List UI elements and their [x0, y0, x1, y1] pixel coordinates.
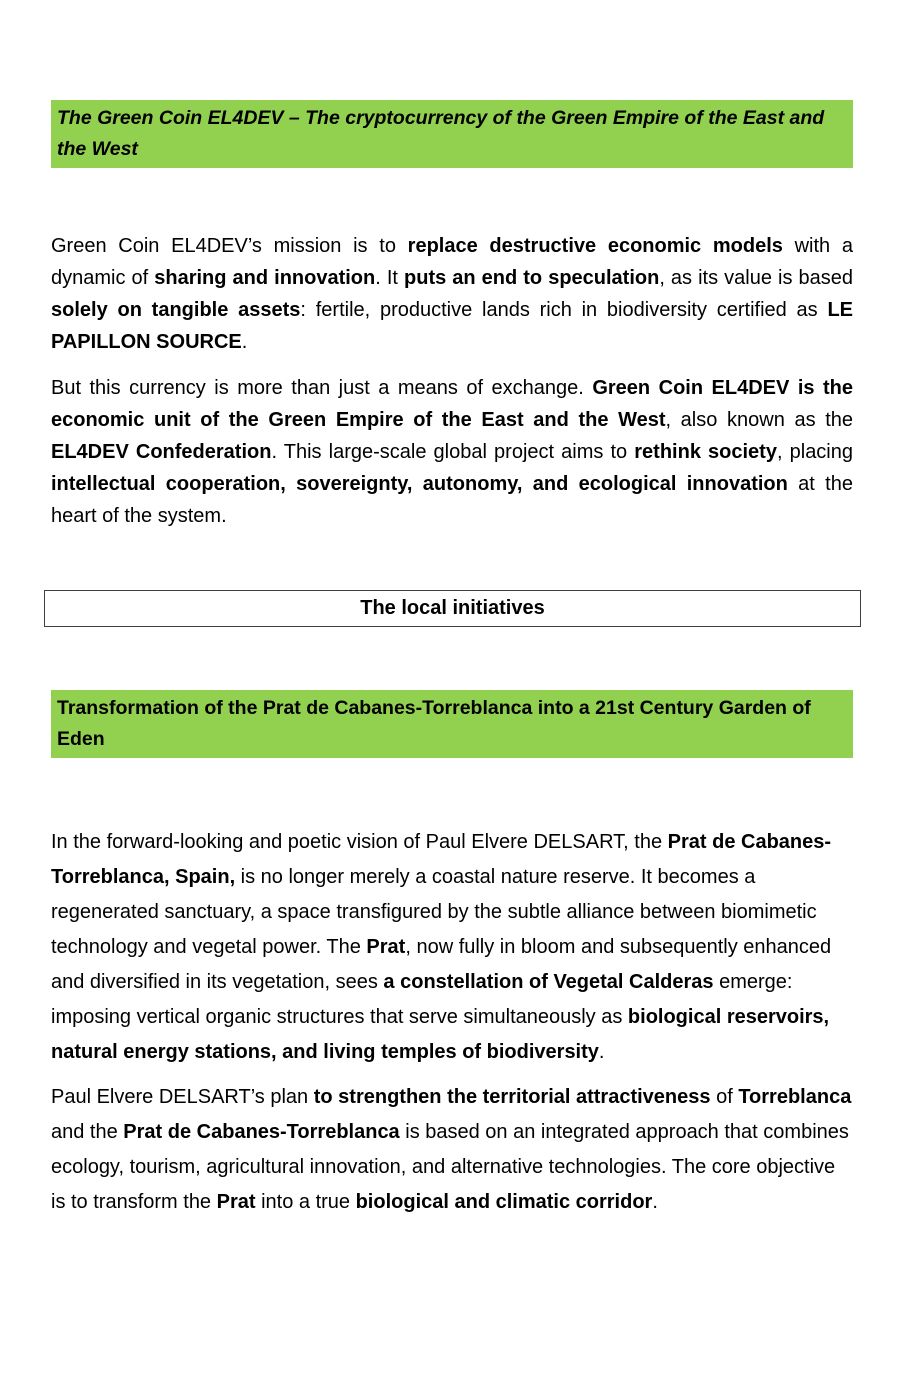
plan-paragraph: Paul Elvere DELSART’s plan to strengthen the territorial attractiveness of Torreblanca and the Prat de Cabanes-Torreblanca is based on an integrated approach that combines ecology, tourism, agricultural innovation, and alternative technologies. The core objective is to transform the Prat into a true biological and climatic corridor. — [51, 1086, 852, 1213]
document-page — [0, 100, 905, 1380]
vision-paragraph: In the forward-looking and poetic vision of Paul Elvere DELSART, the Prat de Cabanes-Torreblanca, Spain, is no longer merely a coastal nature reserve. It becomes a regenerated sanctuary, a space transfigured by the subtle alliance between biomimetic technology and vegetal power. The Prat, now fully in bloom and subsequently enhanced and diversified in its vegetation, sees a constellation of Vegetal Calderas emerge: imposing vertical organic structures that serve simultaneously as biological reservoirs, natural energy stations, and living temples of biodiversity. — [51, 831, 832, 1063]
intro-paragraph: Green Coin EL4DEV’s mission is to replace destructive economic models with a dynamic of sharing and innovation. It puts an end to speculation, as its value is based solely on tangible assets: fertile, productive lands rich in biodiversity certified as LE PAPILLON SOURCE. — [51, 235, 854, 353]
crypto-banner-heading: The Green Coin EL4DEV – The cryptocurrency of the Green Empire of the East and the West — [51, 100, 853, 168]
local-initiatives-heading: The local initiatives — [44, 590, 861, 627]
transformation-banner-heading: Transformation of the Prat de Cabanes-Torreblanca into a 21st Century Garden of Eden — [51, 690, 853, 758]
confederation-paragraph: But this currency is more than just a means of exchange. Green Coin EL4DEV is the economic unit of the Green Empire of the East and the West, also known as the EL4DEV Confederation. This large-scale global project aims to rethink society, placing intellectual cooperation, sovereignty, autonomy, and ecological innovation at the heart of the system. — [51, 377, 853, 527]
